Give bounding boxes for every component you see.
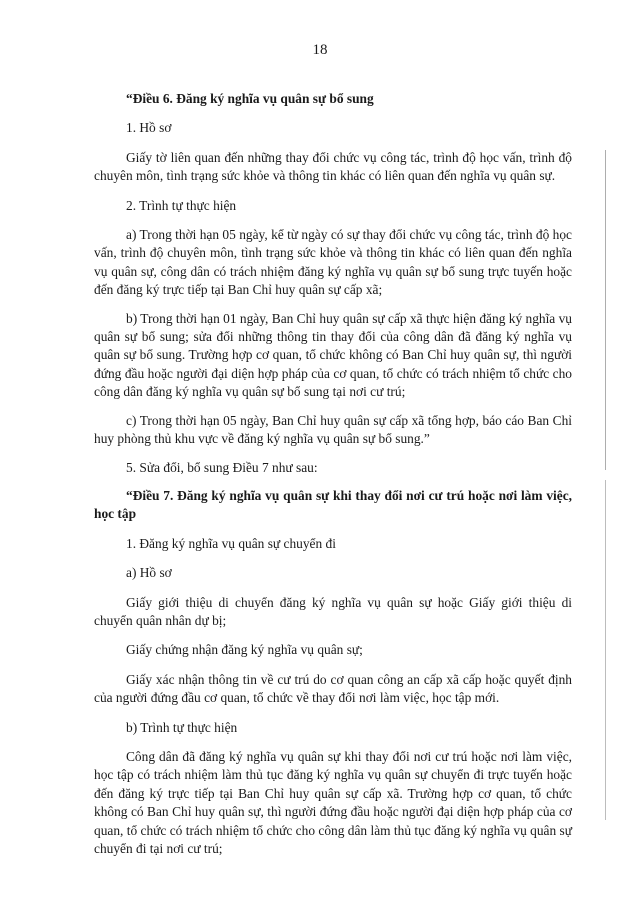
article-6-section-2-a: a) Trong thời hạn 05 ngày, kể từ ngày có sự thay đổi chức vụ công tác, trình độ học vấn, trình độ chuyên môn, tình trạng sức khỏe và thông tin khác có liên quan đến nghĩa vụ quân sự, công dân có trách nhiệm đăng ký nghĩa vụ quân sự bổ sung trực tuyến hoặc đến đăng ký trực tiếp tại Ban Chỉ huy quân sự cấp xã; [94,227,572,298]
article-7-a-item-2: Giấy chứng nhận đăng ký nghĩa vụ quân sự; [126,642,363,658]
page-number: 18 [312,42,328,58]
article-7-a-item-1: Giấy giới thiệu di chuyển đăng ký nghĩa vụ quân sự hoặc Giấy giới thiệu di chuyển quân nhân dự bị; [94,594,572,628]
article-7-a-heading: a) Hồ sơ [126,565,172,581]
article-6-section-2-heading: 2. Trình tự thực hiện [126,197,237,213]
scan-edge-line [605,150,606,470]
article-6-section-1-text: Giấy tờ liên quan đến những thay đổi chức vụ công tác, trình độ học vấn, trình độ chuyên môn, tình trạng sức khỏe và thông tin khác có liên quan đến nghĩa vụ quân sự. [94,149,572,184]
article-7-title: “Điều 7. Đăng ký nghĩa vụ quân sự khi thay đổi nơi cư trú hoặc nơi làm việc, học tập [94,487,572,522]
article-7-b-text: Công dân đã đăng ký nghĩa vụ quân sự khi thay đổi nơi cư trú hoặc nơi làm việc, học tập có trách nhiệm làm thủ tục đăng ký nghĩa vụ quân sự chuyển đi trực tuyến hoặc đến đăng ký trực tiếp tại Ban Chỉ huy quân sự cấp xã. Trường hợp cơ quan, tổ chức không có Ban Chỉ huy quân sự, thì người đứng đầu hoặc người đại diện hợp pháp của cơ quan, tổ chức có trách nhiệm tổ chức cho công dân làm thủ tục đăng ký nghĩa vụ quân sự chuyển đi tại nơi cư trú; [94,748,572,856]
document-body [94,90,572,858]
article-7-section-1-heading: 1. Đăng ký nghĩa vụ quân sự chuyển đi [126,535,336,551]
article-6-section-2-b: b) Trong thời hạn 01 ngày, Ban Chỉ huy quân sự cấp xã thực hiện đăng ký nghĩa vụ quân sự bổ sung; sửa đổi những thông tin thay đổi của công dân đã đăng ký nghĩa vụ quân sự bổ sung. Trường hợp cơ quan, tổ chức không có Ban Chỉ huy quân sự, thì người đứng đầu hoặc người đại diện hợp pháp của cơ quan, tổ chức có trách nhiệm tổ chức cho công dân đăng ký nghĩa vụ quân sự bổ sung tại nơi cư trú; [94,310,572,400]
article-7-b-heading: b) Trình tự thực hiện [126,719,238,735]
amendment-line: 5. Sửa đổi, bổ sung Điều 7 như sau: [126,459,318,475]
article-7-a-item-3: Giấy xác nhận thông tin về cư trú do cơ quan công an cấp xã cấp hoặc quyết định của người đứng đầu cơ quan, tổ chức về thay đổi nơi làm việc, học tập mới. [94,671,572,706]
article-6-title: “Điều 6. Đăng ký nghĩa vụ quân sự bổ sung [126,91,374,106]
article-6-section-1-heading: 1. Hồ sơ [126,120,172,136]
article-6-section-2-c: c) Trong thời hạn 05 ngày, Ban Chỉ huy quân sự cấp xã tổng hợp, báo cáo Ban Chỉ huy phòng thủ khu vực về đăng ký nghĩa vụ quân sự bổ sung.” [94,412,572,447]
scan-edge-line [605,480,606,820]
